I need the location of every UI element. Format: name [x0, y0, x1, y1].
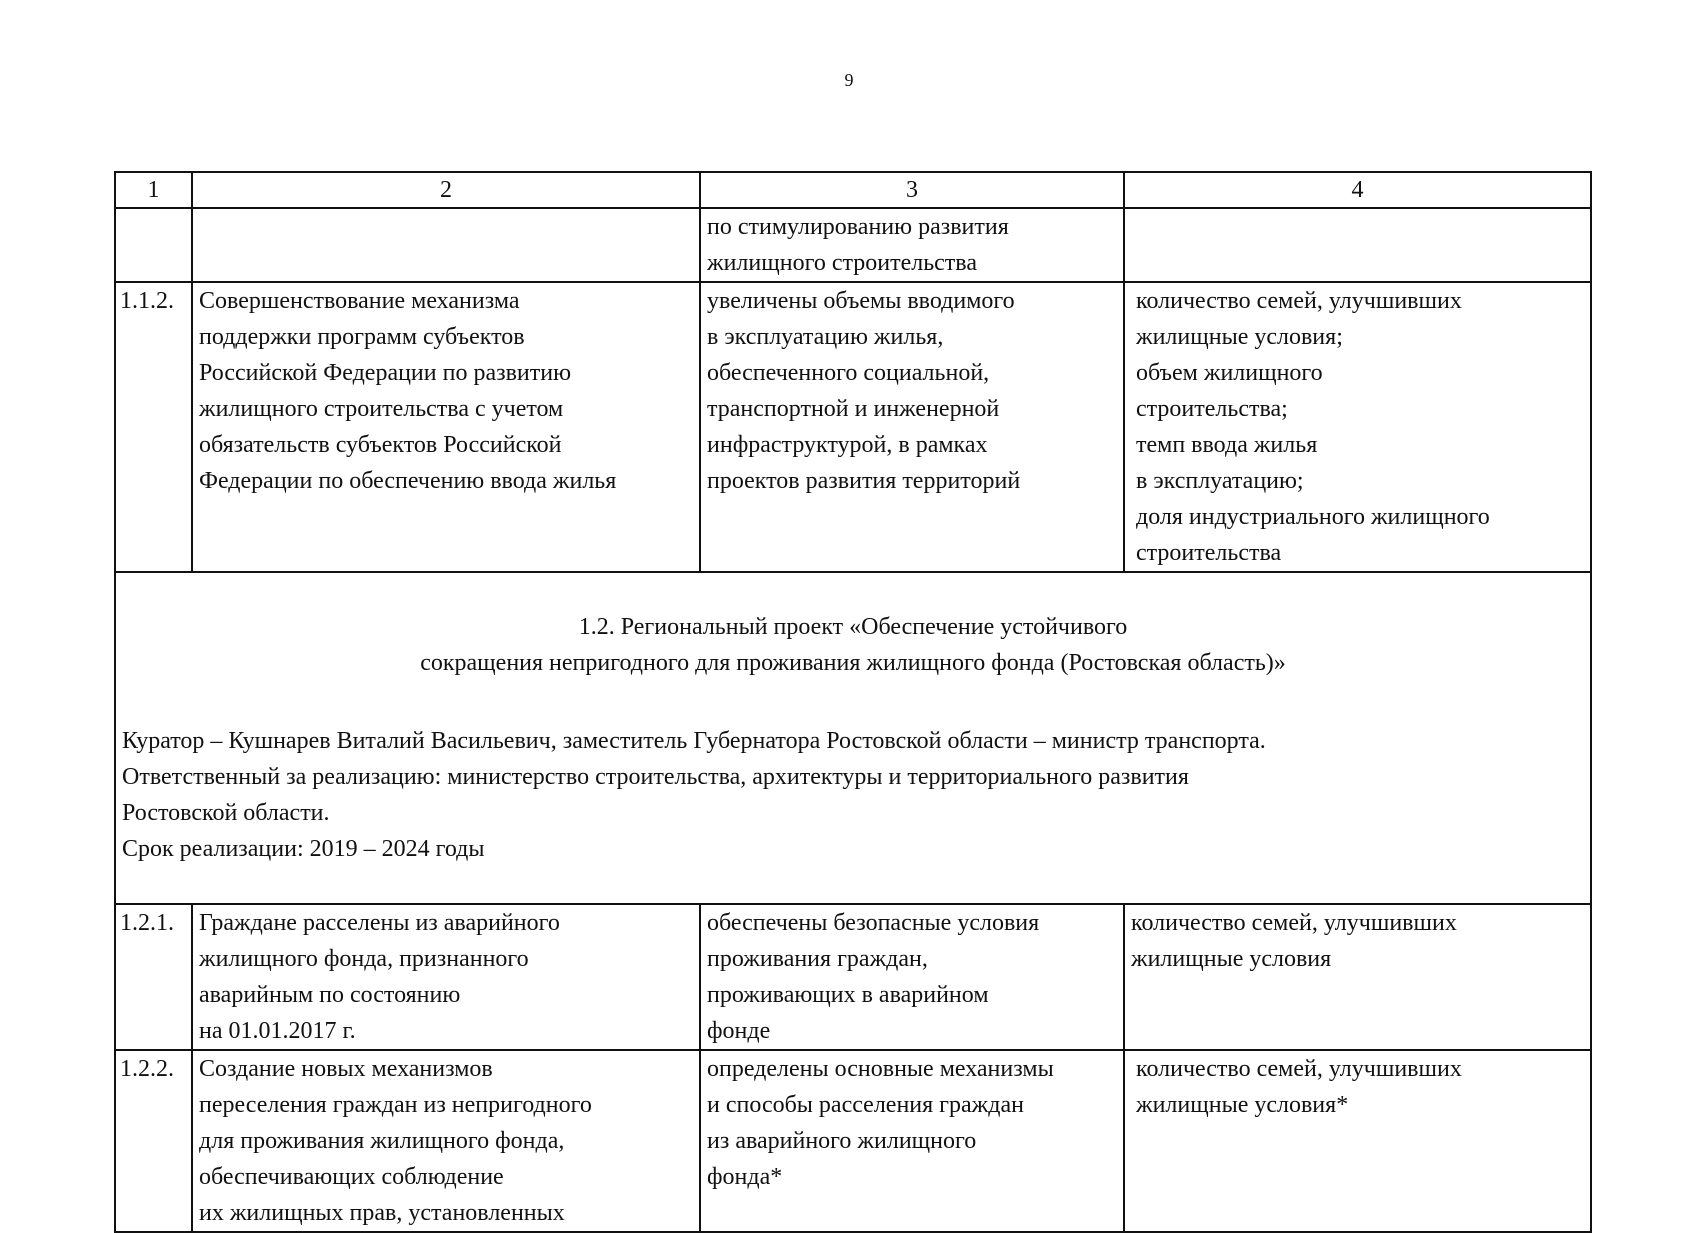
regional-project-title: 1.2. Региональный проект «Обеспечение устойчивого сокращения непригодного для проживания жилищного фонда (Ростовская область)» — [420, 614, 1286, 676]
task-cell: Создание новых механизмов переселения граждан из непригодного для проживания жилищного фонда, обеспечивающих соблюдение их жилищных прав, установленных — [192, 1050, 700, 1232]
result-cell: увеличены объемы вводимого в эксплуатацию жилья, обеспеченного социальной, транспортной и инженерной инфраструктурой, в рамках проектов развития территорий — [700, 282, 1124, 572]
result-cell: определены основные механизмы и способы расселения граждан из аварийного жилищного фонда* — [700, 1050, 1124, 1232]
regional-project-cell — [115, 572, 1591, 904]
indicator-cell: количество семей, улучшивших жилищные условия* — [1124, 1050, 1591, 1232]
row-number: 1.1.2. — [115, 282, 192, 572]
column-header: 4 — [1124, 172, 1591, 208]
indicator-cell — [1124, 208, 1591, 282]
task-cell: Совершенствование механизма поддержки программ субъектов Российской Федерации по развитию жилищного строительства с учетом обязательств субъектов Российской Федерации по обеспечению ввода жилья — [192, 282, 700, 572]
page-number: 9 — [844, 70, 854, 90]
result-cell: по стимулированию развития жилищного строительства — [700, 208, 1124, 282]
table-header-row — [115, 172, 1591, 208]
measures-table — [114, 171, 1592, 1233]
row-number: 1.2.1. — [115, 904, 192, 1050]
task-cell — [192, 208, 700, 282]
indicator-cell: количество семей, улучшивших жилищные условия — [1124, 904, 1591, 1050]
column-header: 2 — [192, 172, 700, 208]
row-number: 1.2.2. — [115, 1050, 192, 1232]
table-row — [115, 282, 1591, 572]
project-row — [115, 572, 1591, 904]
table-row — [115, 208, 1591, 282]
column-header: 1 — [115, 172, 192, 208]
indicator-cell: количество семей, улучшивших жилищные условия; объем жилищного строительства; темп ввода жилья в эксплуатацию; доля индустриального жилищного строительства — [1124, 282, 1591, 572]
task-cell: Граждане расселены из аварийного жилищного фонда, признанного аварийным по состоянию на 01.01.2017 г. — [192, 904, 700, 1050]
regional-project-info: Куратор – Кушнарев Виталий Васильевич, заместитель Губернатора Ростовской области – министр транспорта. Ответственный за реализацию: министерство строительства, архитектуры и территориального развития Ростовской области. Срок реализации: 2019 – 2024 годы — [122, 728, 1266, 862]
row-number — [115, 208, 192, 282]
result-cell: обеспечены безопасные условия проживания граждан, проживающих в аварийном фонде — [700, 904, 1124, 1050]
table-row — [115, 1050, 1591, 1232]
column-header: 3 — [700, 172, 1124, 208]
table-row — [115, 904, 1591, 1050]
